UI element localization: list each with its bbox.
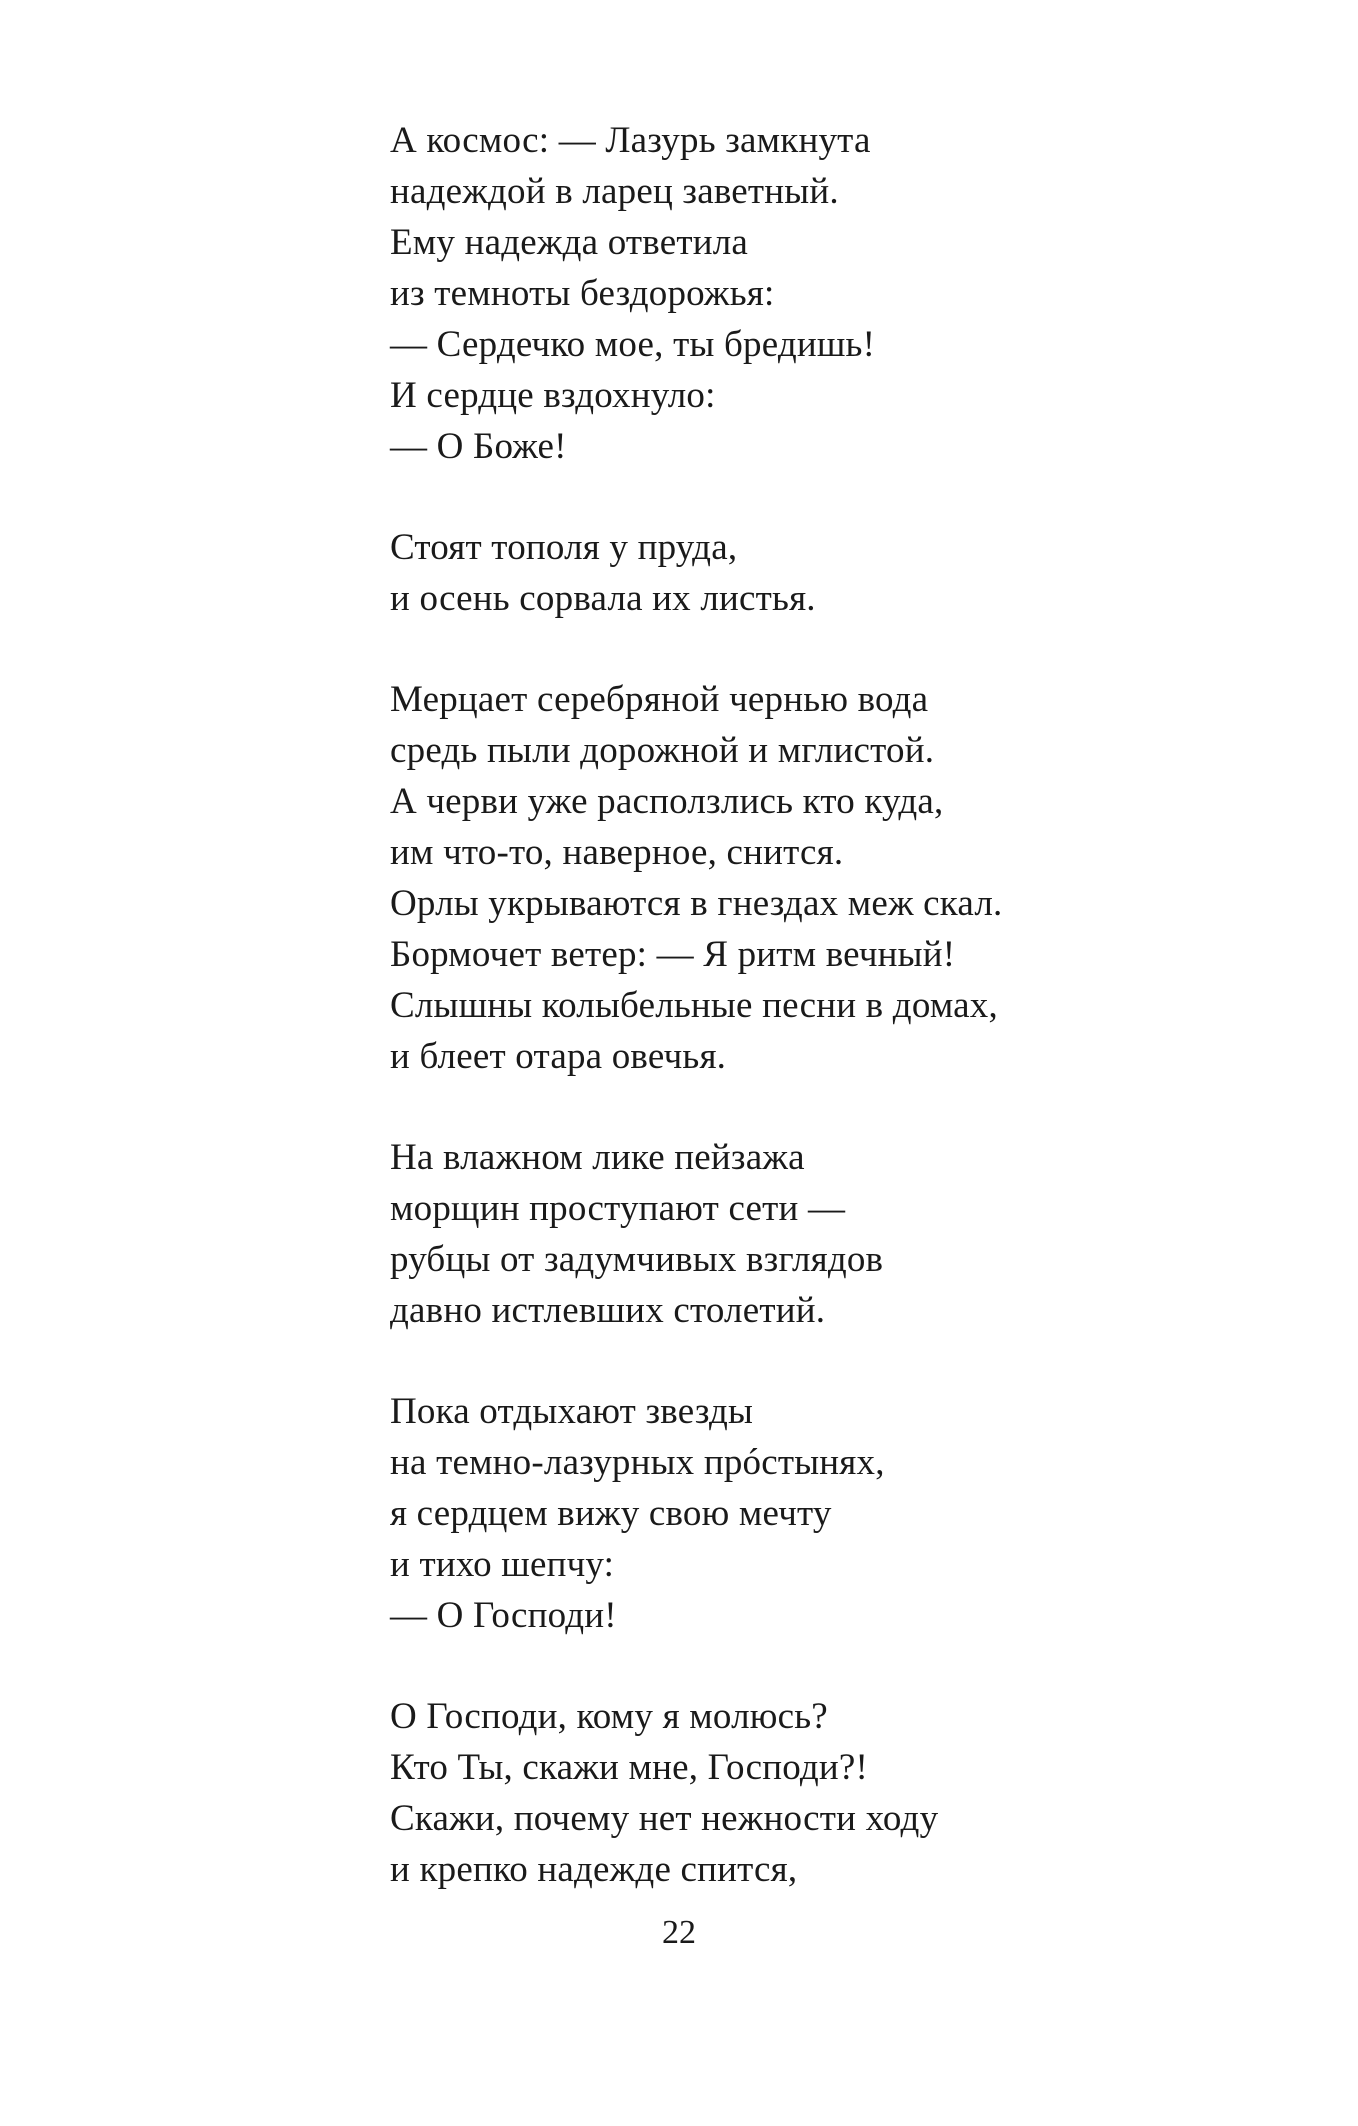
poem-line: И сердце вздохнуло: (390, 375, 716, 416)
poem-body (390, 115, 1290, 1945)
poem-line: — О Боже! (390, 426, 567, 467)
poem-line: О Господи, кому я молюсь? (390, 1696, 828, 1737)
poem-line: Мерцает серебряной чернью вода (390, 679, 929, 720)
stanza-1 (390, 115, 1290, 472)
poem-line: и блеет отара овечья. (390, 1036, 727, 1077)
stanza-6 (390, 1691, 1290, 1895)
poem-line: средь пыли дорожной и мглистой. (390, 730, 935, 771)
poem-line: — Сердечко мое, ты бредишь! (390, 324, 876, 365)
poem-line: Орлы укрываются в гнездах меж скал. (390, 883, 1003, 924)
poem-line: я сердцем вижу свою мечту (390, 1493, 832, 1534)
stanza-3 (390, 674, 1290, 1082)
poem-line: морщин проступают сети — (390, 1188, 846, 1229)
poem-line: Скажи, почему нет нежности ходу (390, 1798, 939, 1839)
poem-line: Стоят тополя у пруда, (390, 527, 738, 568)
poem-line: Слышны колыбельные песни в домах, (390, 985, 998, 1026)
poem-line: А черви уже расползлись кто куда, (390, 781, 944, 822)
stanza-2 (390, 522, 1290, 624)
poem-line: и крепко надежде спится, (390, 1849, 798, 1890)
poem-line: из темноты бездорожья: (390, 273, 775, 314)
stanza-5 (390, 1386, 1290, 1641)
poem-line: давно истлевших столетий. (390, 1290, 826, 1331)
poem-line: Пока отдыхают звезды (390, 1391, 754, 1432)
poem-line: Ему надежда ответила (390, 222, 749, 263)
poem-line: — О Господи! (390, 1595, 617, 1636)
poem-line: на темно-лазурных прóстынях, (390, 1442, 885, 1483)
stanza-4 (390, 1132, 1290, 1336)
poem-line: надеждой в ларец заветный. (390, 171, 839, 212)
page-number: 22 (662, 1914, 696, 1951)
poem-line: А космос: — Лазурь замкнута (390, 120, 871, 161)
poem-line: Кто Ты, скажи мне, Господи?! (390, 1747, 869, 1788)
poem-line: На влажном лике пейзажа (390, 1137, 805, 1178)
poem-line: и осень сорвала их листья. (390, 578, 816, 619)
poem-line: им что-то, наверное, снится. (390, 832, 844, 873)
poem-line: и тихо шепчу: (390, 1544, 615, 1585)
poem-line: Бормочет ветер: — Я ритм вечный! (390, 934, 956, 975)
poem-line: рубцы от задумчивых взглядов (390, 1239, 884, 1280)
